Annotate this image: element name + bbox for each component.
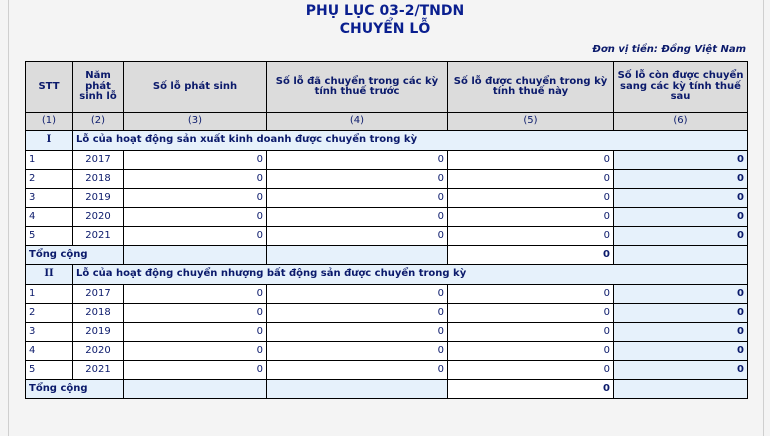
loss-incurred-input[interactable]: 0 <box>124 361 267 380</box>
loss-year-field[interactable]: 2018 <box>73 170 124 189</box>
col-header-loss-carried-this-period: Số lỗ được chuyển trong kỳ tính thuế này <box>448 62 614 113</box>
form-title: PHỤ LỤC 03-2/TNDN <box>305 3 465 19</box>
row-stt: 1 <box>26 151 73 170</box>
loss-carried-previous-input[interactable]: 0 <box>267 189 448 208</box>
form-subtitle: CHUYỂN LỖ <box>339 21 431 37</box>
loss-carried-previous-input[interactable]: 0 <box>267 285 448 304</box>
row-stt: 4 <box>26 342 73 361</box>
col-header-loss-incurred: Số lỗ phát sinh <box>124 62 267 113</box>
loss-carried-this-period-input[interactable]: 0 <box>448 342 614 361</box>
loss-carried-this-period-input[interactable]: 0 <box>448 227 614 246</box>
total-empty-cell <box>267 246 448 265</box>
loss-incurred-input[interactable]: 0 <box>124 304 267 323</box>
loss-carried-previous-input[interactable]: 0 <box>267 227 448 246</box>
loss-incurred-input[interactable]: 0 <box>124 285 267 304</box>
total-label: Tổng cộng <box>26 380 124 399</box>
loss-carryforward-table <box>25 61 748 399</box>
header-row <box>26 62 748 113</box>
loss-carried-this-period-input[interactable]: 0 <box>448 189 614 208</box>
loss-year-field[interactable]: 2020 <box>73 342 124 361</box>
currency-unit: Đơn vị tiền: Đồng Việt Nam <box>592 44 746 55</box>
loss-carried-this-period-input[interactable]: 0 <box>448 361 614 380</box>
loss-carried-previous-input[interactable]: 0 <box>267 361 448 380</box>
col-header-stt: STT <box>26 62 73 113</box>
loss-carried-previous-input[interactable]: 0 <box>267 342 448 361</box>
loss-carried-this-period-input[interactable]: 0 <box>448 208 614 227</box>
loss-incurred-input[interactable]: 0 <box>124 170 267 189</box>
col-header-loss-carried-previous: Số lỗ đã chuyển trong các kỳ tính thuế trước <box>267 62 448 113</box>
total-empty-cell <box>267 380 448 399</box>
loss-year-field[interactable]: 2020 <box>73 208 124 227</box>
loss-remaining-value: 0 <box>614 151 748 170</box>
row-stt: 1 <box>26 285 73 304</box>
row-stt: 3 <box>26 323 73 342</box>
section-header-row <box>26 265 748 285</box>
col-index: (6) <box>614 113 748 131</box>
loss-incurred-input[interactable]: 0 <box>124 342 267 361</box>
row-stt: 2 <box>26 170 73 189</box>
loss-carried-previous-input[interactable]: 0 <box>267 323 448 342</box>
loss-year-field[interactable]: 2021 <box>73 361 124 380</box>
loss-incurred-input[interactable]: 0 <box>124 323 267 342</box>
loss-remaining-value: 0 <box>614 208 748 227</box>
col-header-year: Năm phát sinh lỗ <box>73 62 124 113</box>
row-stt: 5 <box>26 227 73 246</box>
section-title: Lỗ của hoạt động sản xuất kinh doanh được chuyển trong kỳ <box>73 131 748 151</box>
loss-incurred-input[interactable]: 0 <box>124 227 267 246</box>
loss-remaining-value: 0 <box>614 285 748 304</box>
total-empty-cell <box>124 246 267 265</box>
section-header-row <box>26 131 748 151</box>
table-row <box>26 170 748 189</box>
table-row <box>26 323 748 342</box>
row-stt: 5 <box>26 361 73 380</box>
loss-remaining-value: 0 <box>614 170 748 189</box>
table-row <box>26 189 748 208</box>
loss-year-field[interactable]: 2017 <box>73 151 124 170</box>
total-row <box>26 246 748 265</box>
loss-carried-previous-input[interactable]: 0 <box>267 151 448 170</box>
loss-remaining-value: 0 <box>614 304 748 323</box>
section-number: I <box>26 131 73 151</box>
column-index-row <box>26 113 748 131</box>
table-row <box>26 361 748 380</box>
section-title: Lỗ của hoạt động chuyển nhượng bất động sản được chuyển trong kỳ <box>73 265 748 285</box>
loss-year-field[interactable]: 2021 <box>73 227 124 246</box>
loss-year-field[interactable]: 2017 <box>73 285 124 304</box>
loss-remaining-value: 0 <box>614 323 748 342</box>
col-index: (5) <box>448 113 614 131</box>
total-label: Tổng cộng <box>26 246 124 265</box>
table-row <box>26 342 748 361</box>
total-empty-cell <box>124 380 267 399</box>
loss-carried-this-period-input[interactable]: 0 <box>448 151 614 170</box>
loss-remaining-value: 0 <box>614 189 748 208</box>
table-row <box>26 304 748 323</box>
col-index: (3) <box>124 113 267 131</box>
total-empty-cell <box>614 380 748 399</box>
loss-year-field[interactable]: 2019 <box>73 189 124 208</box>
table-row <box>26 285 748 304</box>
total-loss-carried-this-period: 0 <box>448 246 614 265</box>
col-header-loss-remaining: Số lỗ còn được chuyển sang các kỳ tính thuế sau <box>614 62 748 113</box>
total-row <box>26 380 748 399</box>
loss-carried-this-period-input[interactable]: 0 <box>448 304 614 323</box>
loss-carried-previous-input[interactable]: 0 <box>267 304 448 323</box>
loss-carried-this-period-input[interactable]: 0 <box>448 285 614 304</box>
loss-year-field[interactable]: 2019 <box>73 323 124 342</box>
row-stt: 3 <box>26 189 73 208</box>
loss-carried-this-period-input[interactable]: 0 <box>448 323 614 342</box>
loss-remaining-value: 0 <box>614 342 748 361</box>
table-row <box>26 208 748 227</box>
loss-carried-this-period-input[interactable]: 0 <box>448 170 614 189</box>
total-loss-carried-this-period: 0 <box>448 380 614 399</box>
loss-year-field[interactable]: 2018 <box>73 304 124 323</box>
col-index: (1) <box>26 113 73 131</box>
table-row <box>26 151 748 170</box>
loss-carried-previous-input[interactable]: 0 <box>267 208 448 227</box>
row-stt: 4 <box>26 208 73 227</box>
loss-incurred-input[interactable]: 0 <box>124 151 267 170</box>
table-row <box>26 227 748 246</box>
loss-remaining-value: 0 <box>614 361 748 380</box>
loss-remaining-value: 0 <box>614 227 748 246</box>
col-index: (4) <box>267 113 448 131</box>
loss-incurred-input[interactable]: 0 <box>124 208 267 227</box>
section-number: II <box>26 265 73 285</box>
col-index: (2) <box>73 113 124 131</box>
total-empty-cell <box>614 246 748 265</box>
row-stt: 2 <box>26 304 73 323</box>
loss-carried-previous-input[interactable]: 0 <box>267 170 448 189</box>
loss-incurred-input[interactable]: 0 <box>124 189 267 208</box>
